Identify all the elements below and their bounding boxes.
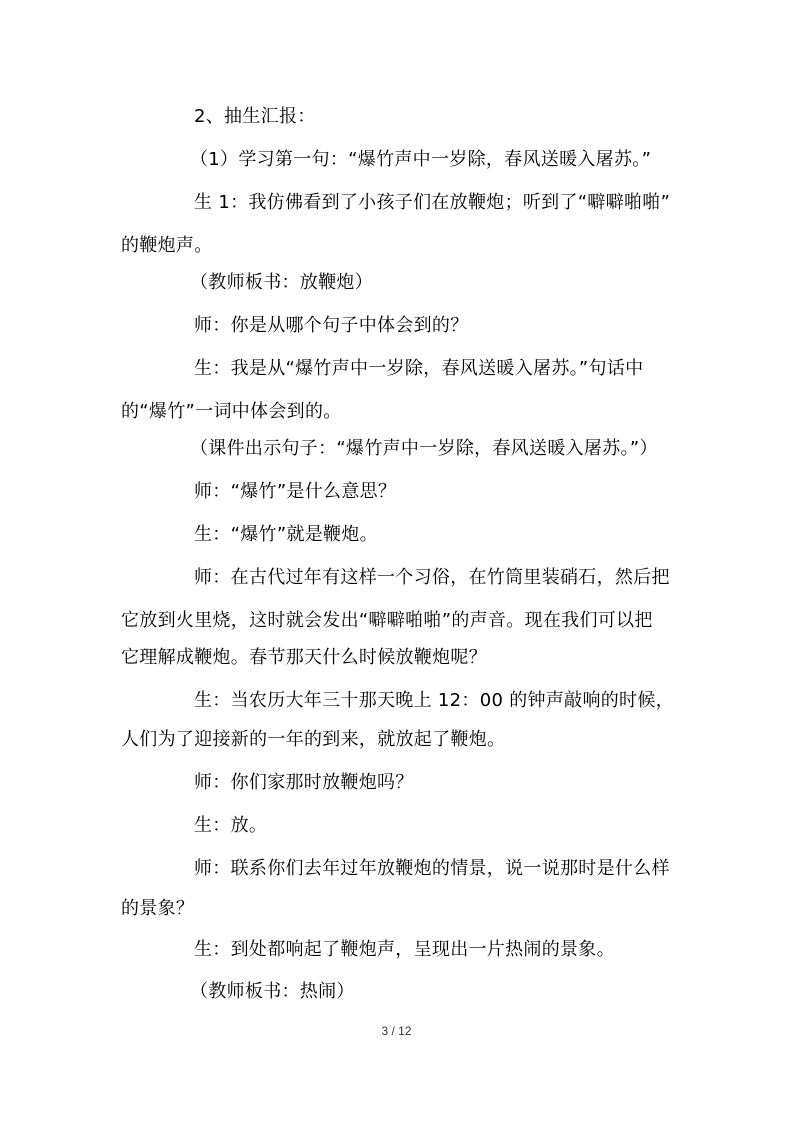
text-line: 生：到处都响起了鞭炮声，呈现出一片热闹的景象。 [194, 939, 615, 960]
text-line: 师：你们家那时放鞭炮吗？ [194, 772, 414, 793]
text-line: 师：联系你们去年过年放鞭炮的情景，说一说那时是什么样 [194, 858, 670, 879]
text-line: （1）学习第一句：“爆竹声中一岁除，春风送暖入屠苏。” [190, 149, 652, 170]
text-line: 2、抽生汇报： [194, 106, 316, 127]
text-line: 它理解成鞭炮。春节那天什么时候放鞭炮呢？ [121, 647, 487, 668]
text-line: （教师板书：放鞭炮） [190, 272, 373, 293]
text-line: 生：我是从“爆竹声中一岁除，春风送暖入屠苏。”句话中 [194, 358, 644, 379]
text-line: 的景象？ [121, 898, 195, 919]
text-line: 生：“爆竹”就是鞭炮。 [194, 524, 378, 545]
text-line: 师：“爆竹”是什么意思？ [194, 481, 397, 502]
text-line: 生：放。 [194, 815, 268, 836]
text-line: 的鞭炮声。 [121, 235, 213, 256]
text-line: 它放到火里烧，这时就会发出“噼噼啪啪”的声音。现在我们可以把 [121, 610, 653, 631]
text-line: 人们为了迎接新的一年的到来，就放起了鞭炮。 [121, 729, 506, 750]
text-line: （课件出示句子：“爆竹声中一岁除，春风送暖入屠苏。”） [190, 438, 658, 459]
text-line: （教师板书：热闹） [190, 981, 355, 1002]
text-line: 师：在古代过年有这样一个习俗，在竹筒里装硝石，然后把 [194, 567, 670, 588]
text-line: 生 1：我仿佛看到了小孩子们在放鞭炮；听到了“噼噼啪啪” [194, 192, 671, 213]
page-number: 3 / 12 [381, 1024, 412, 1038]
text-line: 师：你是从哪个句子中体会到的？ [194, 315, 469, 336]
text-line: 的“爆竹”一词中体会到的。 [121, 401, 342, 422]
text-line: 生：当农历大年三十那天晚上 12：00 的钟声敲响的时候， [194, 690, 674, 711]
